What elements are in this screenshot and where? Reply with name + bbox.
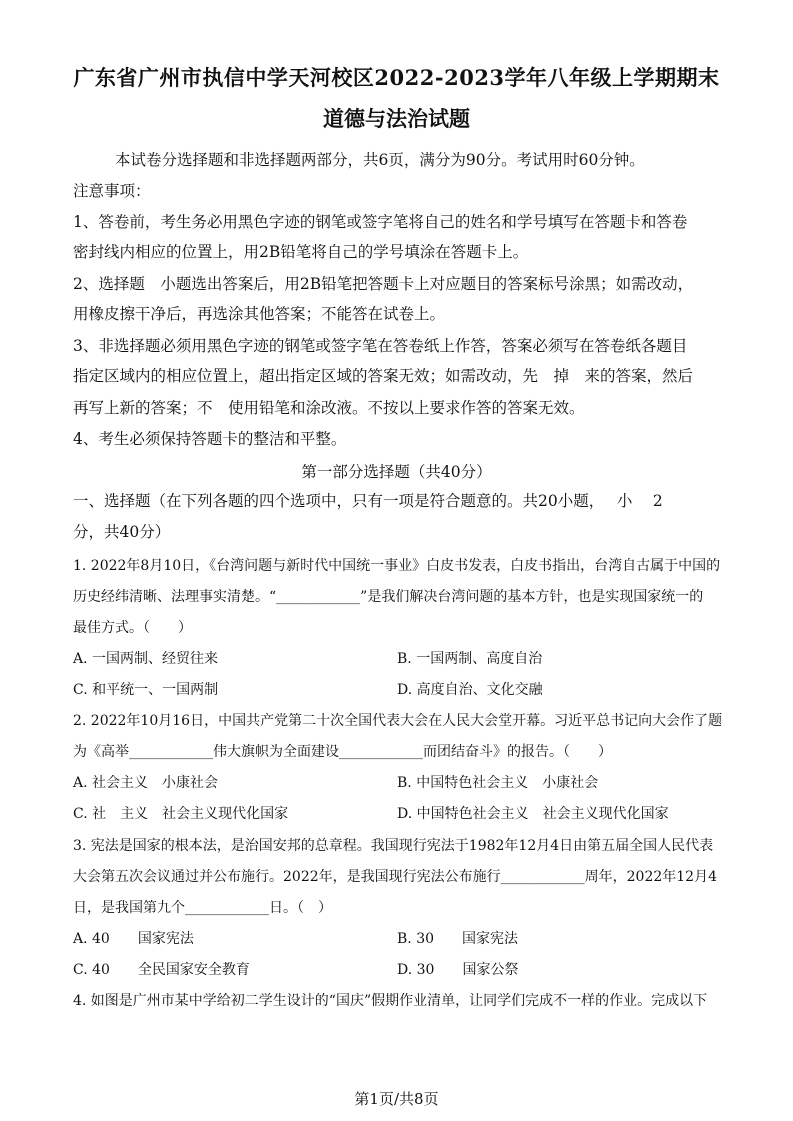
section1-title: 第一部分选择题（共40分） [301, 463, 492, 481]
notice-item-4-line1: 4、考生必须保持答题卡的整洁和平整。 [73, 430, 347, 448]
section1-instruction-line2: 分，共40分） [73, 523, 171, 541]
question-2-option-c: C. 社 主义 社会主义现代化国家 [73, 806, 289, 822]
question-1-line3: 最佳方式。（ ） [73, 620, 192, 636]
intro-text: 本试卷分选择题和非选择题两部分，共6页，满分为90分。考试用时60分钟。 [115, 151, 645, 169]
notice-item-1-line1: 1、答卷前，考生务必用黑色字迹的钢笔或签字笔将自己的姓名和学号填写在答题卡和答卷 [73, 213, 688, 231]
question-1-option-c: C. 和平统一、一国两制 [73, 682, 219, 698]
question-1-option-b: B. 一国两制、高度自治 [397, 651, 543, 667]
question-3-option-d: D. 30 国家公祭 [397, 962, 519, 978]
question-3-line1: 3. 宪法是国家的根本法，是治国安邦的总章程。我国现行宪法于1982年12月4日由第五届全国人民代表 [73, 838, 714, 854]
exam-title-line2: 道德与法治试题 [323, 106, 470, 131]
question-4-line1: 4. 如图是广州市某中学给初二学生设计的“国庆”假期作业清单，让同学们完成不一样的作业。完成以下 [73, 993, 708, 1009]
notice-item-3-line1: 3、非选择题必须用黑色字迹的钢笔或签字笔在答卷纸上作答，答案必须写在答卷纸各题目 [73, 337, 688, 355]
notice-item-1-line2: 密封线内相应的位置上，用2B铅笔将自己的学号填涂在答题卡上。 [73, 243, 529, 261]
question-2-line2: 为《高举____________伟大旗帜为全面建设____________而团结奋斗》的报告。（ ） [73, 744, 612, 760]
question-3-option-b: B. 30 国家宪法 [397, 931, 519, 947]
question-1-line1: 1. 2022年8月10日，《台湾问题与新时代中国统一事业》白皮书发表，白皮书指出，台湾自古属于中国的 [73, 558, 721, 574]
question-3-line2: 大会第五次会议通过并公布施行。2022年，是我国现行宪法公布施行____________周年，2022年12月4 [73, 869, 717, 885]
question-3-option-a: A. 40 国家宪法 [73, 931, 194, 947]
question-1-option-d: D. 高度自治、文化交融 [397, 682, 543, 698]
question-1-line2: 历史经纬清晰、法理事实清楚。“____________”是我们解决台湾问题的基本方针，也是实现国家统一的 [73, 589, 704, 605]
question-2-option-b: B. 中国特色社会主义 小康社会 [397, 775, 599, 791]
notice-item-2-line2: 用橡皮擦干净后，再选涂其他答案；不能答在试卷上。 [73, 305, 446, 323]
exam-title-line1: 广东省广州市执信中学天河校区2022-2023学年八年级上学期期末 [73, 65, 720, 90]
notice-heading: 注意事项： [73, 182, 151, 200]
notice-item-3-line2: 指定区域内的相应位置上，超出指定区域的答案无效；如需改动，先 掉 来的答案，然后 [73, 367, 694, 385]
question-3-line3: 日，是我国第九个____________日。（ ） [73, 900, 332, 916]
page-footer: 第1页/共8页 [354, 1090, 439, 1108]
question-2-option-d: D. 中国特色社会主义 社会主义现代化国家 [397, 806, 669, 822]
notice-item-3-line3: 再写上新的答案；不 使用铅笔和涂改液。不按以上要求作答的答案无效。 [73, 399, 585, 417]
question-2-line1: 2. 2022年10月16日，中国共产党第二十次全国代表大会在人民大会堂开幕。习近平总书记向大会作了题 [73, 713, 723, 729]
notice-item-2-line1: 2、选择题 小题选出答案后，用2B铅笔把答题卡上对应题目的答案标号涂黑；如需改动， [73, 275, 694, 293]
question-2-option-a: A. 社会主义 小康社会 [73, 775, 219, 791]
question-3-option-c: C. 40 全民国家安全教育 [73, 962, 250, 978]
section1-instruction-line1: 一、选择题（在下列各题的四个选项中，只有一项是符合题意的。共20小题， 小 2 [73, 492, 663, 510]
question-1-option-a: A. 一国两制、经贸往来 [73, 651, 219, 667]
